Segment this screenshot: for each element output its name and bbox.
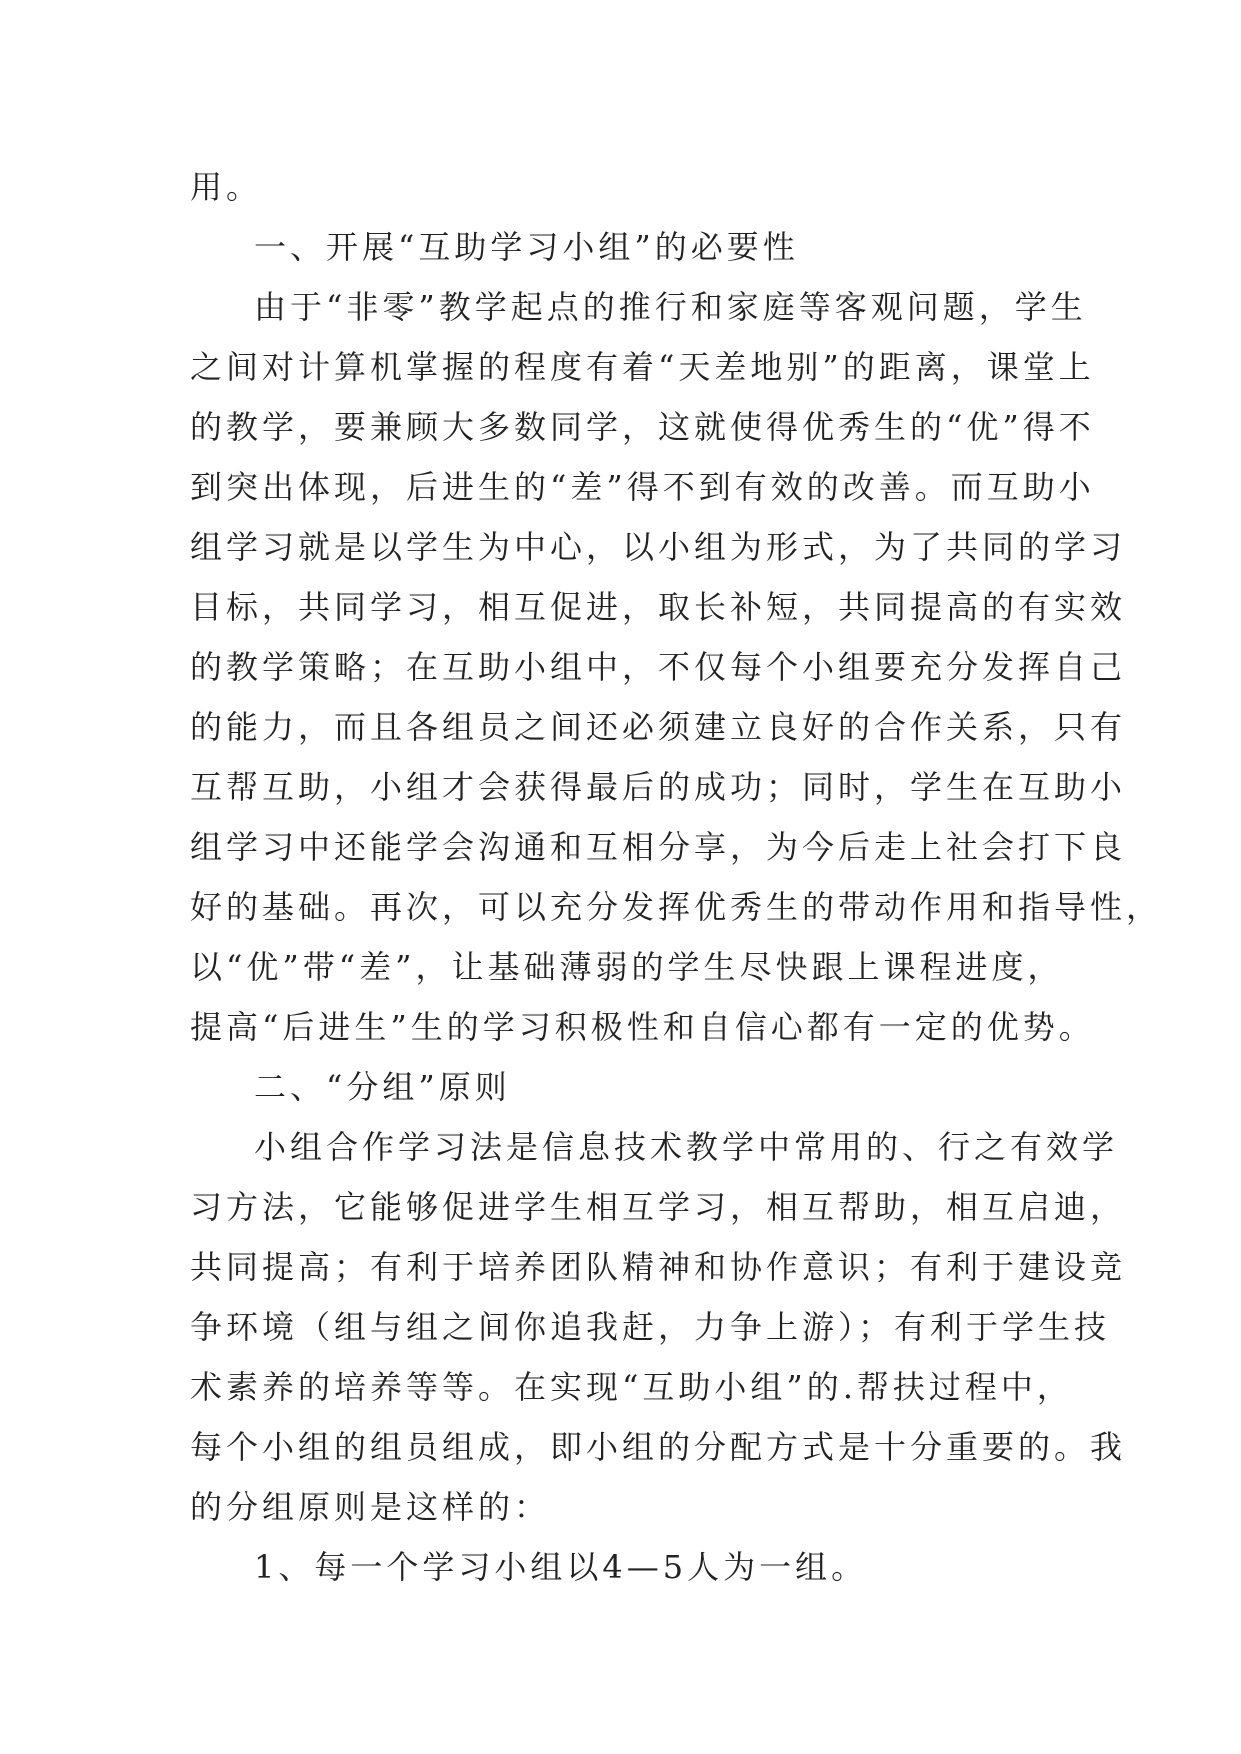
- text-line: 提高“后进生”生的学习积极性和自信心都有一定的优势。: [190, 1008, 1095, 1046]
- text-line: 一、开展“互助学习小组”的必要性: [254, 228, 799, 266]
- text-line: 到突出体现，后进生的“差”得不到有效的改善。而互助小: [190, 468, 1095, 506]
- text-line: 习方法，它能够促进学生相互学习，相互帮助，相互启迪，: [190, 1188, 1127, 1226]
- text-line: 每个小组的组员组成，即小组的分配方式是十分重要的。我: [190, 1428, 1127, 1466]
- text-line: 以“优”带“差”，让基础薄弱的学生尽快跟上课程进度，: [190, 948, 1064, 986]
- text-line: 好的基础。再次，可以充分发挥优秀生的带动作用和指导性，: [190, 888, 1163, 926]
- text-line: 之间对计算机掌握的程度有着“天差地别”的距离，课堂上: [190, 348, 1095, 386]
- text-line: 小组合作学习法是信息技术教学中常用的、行之有效学: [254, 1128, 1119, 1166]
- text-line: 由于“非零”教学起点的推行和家庭等客观问题，学生: [254, 288, 1087, 326]
- text-line: 用。: [190, 168, 263, 206]
- text-line: 目标，共同学习，相互促进，取长补短，共同提高的有实效: [190, 588, 1127, 626]
- text-line: 组学习就是以学生为中心，以小组为形式，为了共同的学习: [190, 528, 1127, 566]
- text-line: 共同提高；有利于培养团队精神和协作意识；有利于建设竞: [190, 1248, 1127, 1286]
- text-line: 术素养的培养等等。在实现“互助小组”的.帮扶过程中，: [190, 1368, 1073, 1406]
- text-line: 组学习中还能学会沟通和互相分享，为今后走上社会打下良: [190, 828, 1127, 866]
- text-line: 的分组原则是这样的：: [190, 1488, 551, 1526]
- text-line: 的教学，要兼顾大多数同学，这就使得优秀生的“优”得不: [190, 408, 1095, 446]
- text-line: 互帮互助，小组才会获得最后的成功；同时，学生在互助小: [190, 768, 1127, 806]
- text-line: 的能力，而且各组员之间还必须建立良好的合作关系，只有: [190, 708, 1127, 746]
- text-line: 1、每一个学习小组以4—5人为一组。: [254, 1548, 868, 1586]
- text-line: 二、“分组”原则: [254, 1068, 511, 1106]
- text-line: 争环境（组与组之间你追我赶，力争上游）；有利于学生技: [190, 1308, 1111, 1346]
- text-line: 的教学策略；在互助小组中，不仅每个小组要充分发挥自己: [190, 648, 1127, 686]
- document-body: [190, 157, 1163, 1597]
